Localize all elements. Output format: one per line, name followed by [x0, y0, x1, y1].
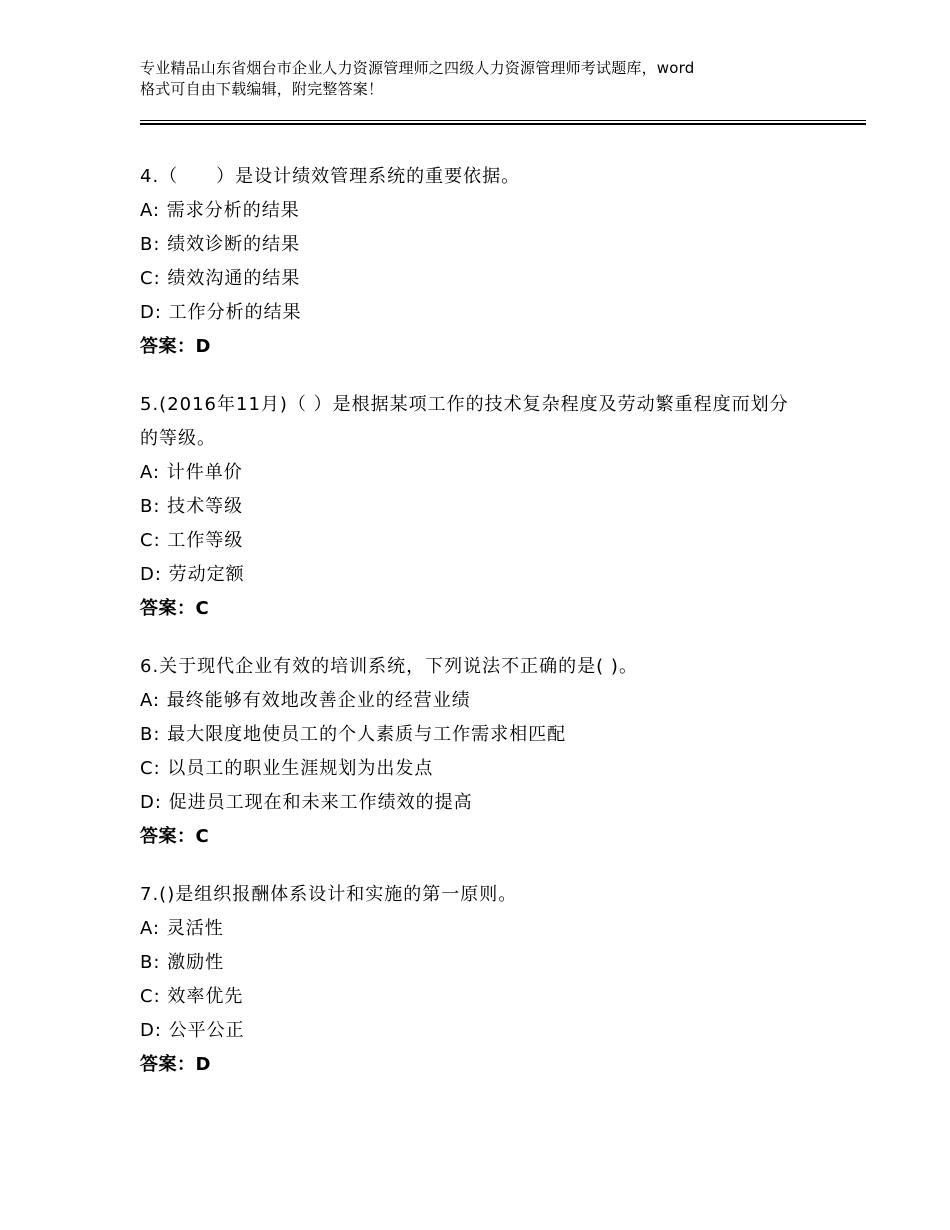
option-b: B: 绩效诊断的结果 [140, 234, 301, 255]
header-line-1: 专业精品山东省烟台市企业人力资源管理师之四级人力资源管理师考试题库，word [140, 59, 695, 77]
question-7 [140, 878, 860, 1082]
question-6 [140, 650, 860, 854]
header-line-2: 格式可自由下载编辑，附完整答案！ [140, 80, 384, 98]
option-d: D: 促进员工现在和未来工作绩效的提高 [140, 792, 473, 813]
answer: 答案：C [140, 826, 210, 847]
answer: 答案：C [140, 598, 210, 619]
option-c: C: 以员工的职业生涯规划为出发点 [140, 758, 434, 779]
question-text: 6.关于现代企业有效的培训系统，下列说法不正确的是( )。 [140, 656, 638, 677]
question-list [140, 160, 860, 1106]
option-d: D: 公平公正 [140, 1020, 245, 1041]
option-c: C: 绩效沟通的结果 [140, 268, 301, 289]
question-5 [140, 388, 860, 626]
header-divider-thin [140, 120, 866, 121]
header-divider-thick [140, 123, 866, 125]
option-c: C: 效率优先 [140, 986, 244, 1007]
question-4 [140, 160, 860, 364]
question-text: 7.()是组织报酬体系设计和实施的第一原则。 [140, 884, 518, 905]
question-text: 5.(2016年11月)（ ）是根据某项工作的技术复杂程度及劳动繁重程度而划分的等级。 [140, 394, 789, 449]
option-a: A: 需求分析的结果 [140, 200, 300, 221]
answer: 答案：D [140, 1054, 211, 1075]
option-c: C: 工作等级 [140, 530, 244, 551]
document-header [140, 58, 860, 100]
option-d: D: 工作分析的结果 [140, 302, 302, 323]
option-a: A: 计件单价 [140, 462, 243, 483]
option-b: B: 最大限度地使员工的个人素质与工作需求相匹配 [140, 724, 567, 745]
option-d: D: 劳动定额 [140, 564, 245, 585]
option-b: B: 激励性 [140, 952, 225, 973]
option-a: A: 最终能够有效地改善企业的经营业绩 [140, 690, 471, 711]
answer: 答案：D [140, 336, 211, 357]
option-b: B: 技术等级 [140, 496, 244, 517]
option-a: A: 灵活性 [140, 918, 224, 939]
question-text: 4.（ ）是设计绩效管理系统的重要依据。 [140, 166, 521, 187]
